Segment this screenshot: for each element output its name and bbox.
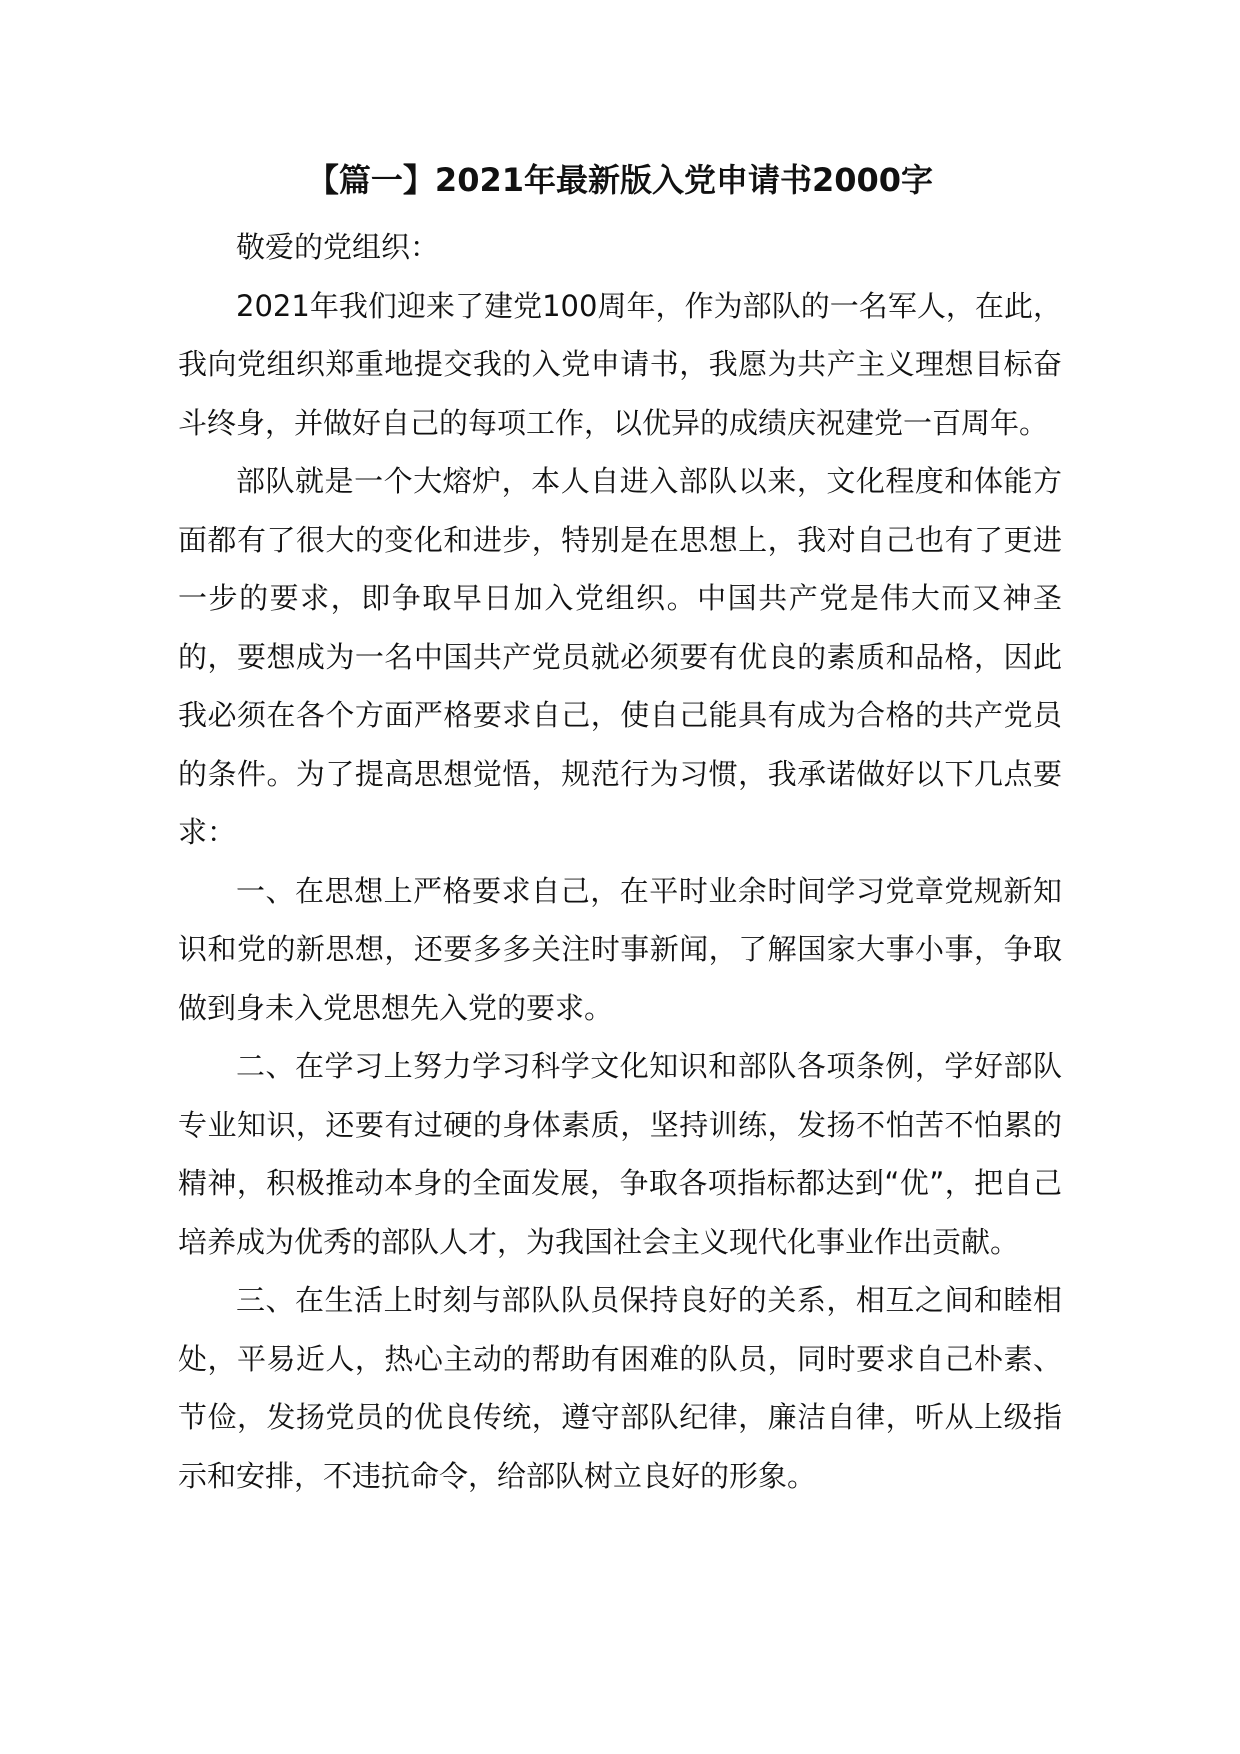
document-body xyxy=(178,218,1062,1505)
paragraph-4: 二、在学习上努力学习科学文化知识和部队各项条例，学好部队专业知识，还要有过硬的身体素质，坚持训练，发扬不怕苦不怕累的精神，积极推动本身的全面发展，争取各项指标都达到“优”，把自己培养成为优秀的部队人才，为我国社会主义现代化事业作出贡献。 xyxy=(178,1049,1062,1259)
document-title: 【篇一】2021年最新版入党申请书2000字 xyxy=(306,161,934,199)
paragraph-5: 三、在生活上时刻与部队队员保持良好的关系，相互之间和睦相处，平易近人，热心主动的帮助有困难的队员，同时要求自己朴素、节俭，发扬党员的优良传统，遵守部队纪律，廉洁自律，听从上级指示和安排，不违抗命令，给部队树立良好的形象。 xyxy=(178,1283,1062,1493)
paragraph-1: 2021年我们迎来了建党100周年，作为部队的一名军人，在此，我向党组织郑重地提交我的入党申请书，我愿为共产主义理想目标奋斗终身，并做好自己的每项工作，以优异的成绩庆祝建党一百周年。 xyxy=(178,288,1062,440)
paragraph-3: 一、在思想上严格要求自己，在平时业余时间学习党章党规新知识和党的新思想，还要多多关注时事新闻，了解国家大事小事，争取做到身未入党思想先入党的要求。 xyxy=(178,873,1062,1025)
salutation: 敬爱的党组织： xyxy=(236,230,440,264)
paragraph-2: 部队就是一个大熔炉，本人自进入部队以来，文化程度和体能方面都有了很大的变化和进步，特别是在思想上，我对自己也有了更进一步的要求，即争取早日加入党组织。中国共产党是伟大而又神圣的，要想成为一名中国共产党员就必须要有优良的素质和品格，因此我必须在各个方面严格要求自己，使自己能具有成为合格的共产党员的条件。为了提高思想觉悟，规范行为习惯，我承诺做好以下几点要求： xyxy=(178,464,1062,849)
